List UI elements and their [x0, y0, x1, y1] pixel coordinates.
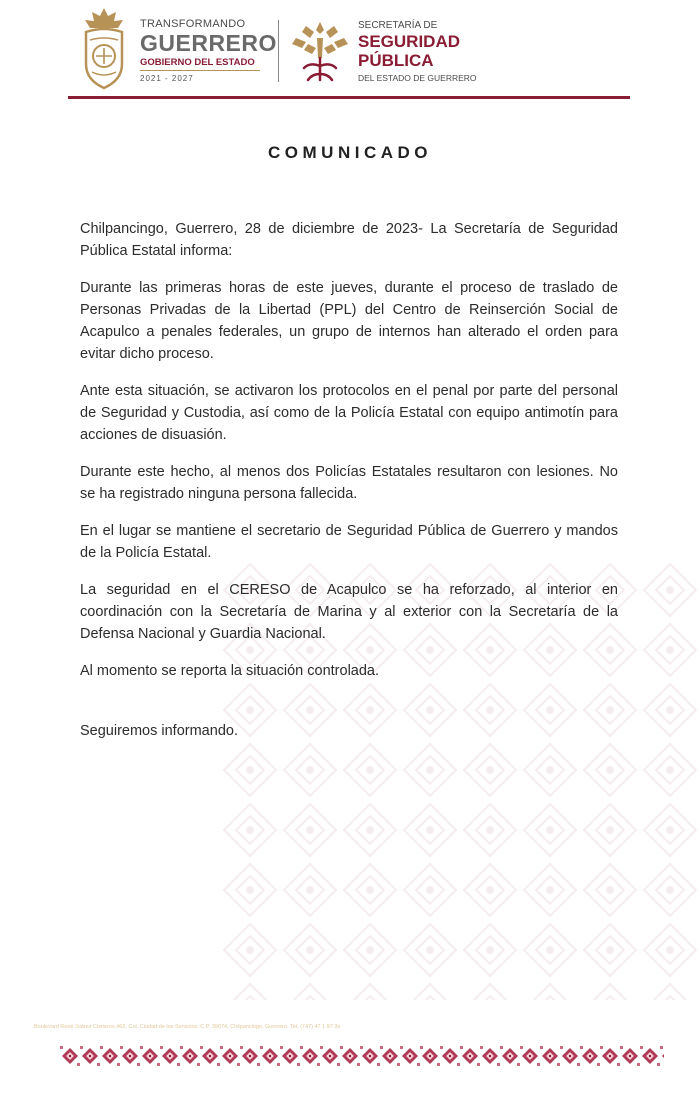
- paragraph-2: Durante las primeras horas de este jueves, durante el proceso de traslado de Personas Privadas de la Libertad (PPL) del Centro de Reinserción Social de Acapulco a penales federales, un grupo de internos han alterado el orden para evitar dicho proceso.: [80, 280, 618, 362]
- paragraph-7: Al momento se reporta la situación controlada.: [80, 663, 380, 679]
- paragraph-6: La seguridad en el CERESO de Acapulco se ha reforzado, al interior en coordinación con la Secretaría de Marina y al exterior con la Secretaría de la Defensa Nacional y Guardia Nacional.: [80, 582, 618, 642]
- communique-body: [80, 218, 618, 757]
- guerrero-label: GUERRERO: [140, 30, 277, 56]
- publica-label: PÚBLICA: [358, 51, 434, 70]
- header-rule: [68, 96, 630, 99]
- footer-textile-band: [60, 1046, 664, 1066]
- letterhead: [0, 0, 700, 110]
- gobierno-label: GOBIERNO DEL ESTADO: [140, 57, 255, 68]
- closing-line: Seguiremos informando.: [80, 723, 238, 739]
- years-divider: [140, 70, 260, 71]
- estado-label: DEL ESTADO DE GUERRERO: [358, 73, 477, 83]
- document-title: COMUNICADO: [268, 143, 432, 162]
- paragraph-4: Durante este hecho, al menos dos Policías Estatales resultaron con lesiones. No se ha registrado ninguna persona fallecida.: [80, 464, 618, 502]
- guerrero-state-seal-icon: [78, 6, 130, 94]
- state-government-wordmark: [140, 18, 277, 84]
- years-label: 2021 - 2027: [140, 74, 194, 83]
- ssp-wordmark: [358, 20, 518, 84]
- transformando-label: TRANSFORMANDO: [140, 18, 246, 30]
- secretaria-label: SECRETARÍA DE: [358, 20, 438, 31]
- logo-divider: [278, 20, 279, 82]
- footer-address: Boulevard René Juárez Cisneros #62, Col. Ciudad de los Servicios, C.P. 39074, Chilpancingo, Guerrero. Tel. (747) 47 1 97 3x: [34, 1024, 341, 1030]
- seguridad-label: SEGURIDAD: [358, 32, 461, 51]
- paragraph-1: Chilpancingo, Guerrero, 28 de diciembre de 2023- La Secretaría de Seguridad Pública Estatal informa:: [80, 221, 618, 259]
- ssp-tree-logo-icon: [288, 18, 352, 84]
- paragraph-3: Ante esta situación, se activaron los protocolos en el penal por parte del personal de Seguridad y Custodia, así como de la Policía Estatal con equipo antimotín para acciones de disuasión.: [80, 383, 618, 443]
- paragraph-5: En el lugar se mantiene el secretario de Seguridad Pública de Guerrero y mandos de la Policía Estatal.: [80, 523, 618, 561]
